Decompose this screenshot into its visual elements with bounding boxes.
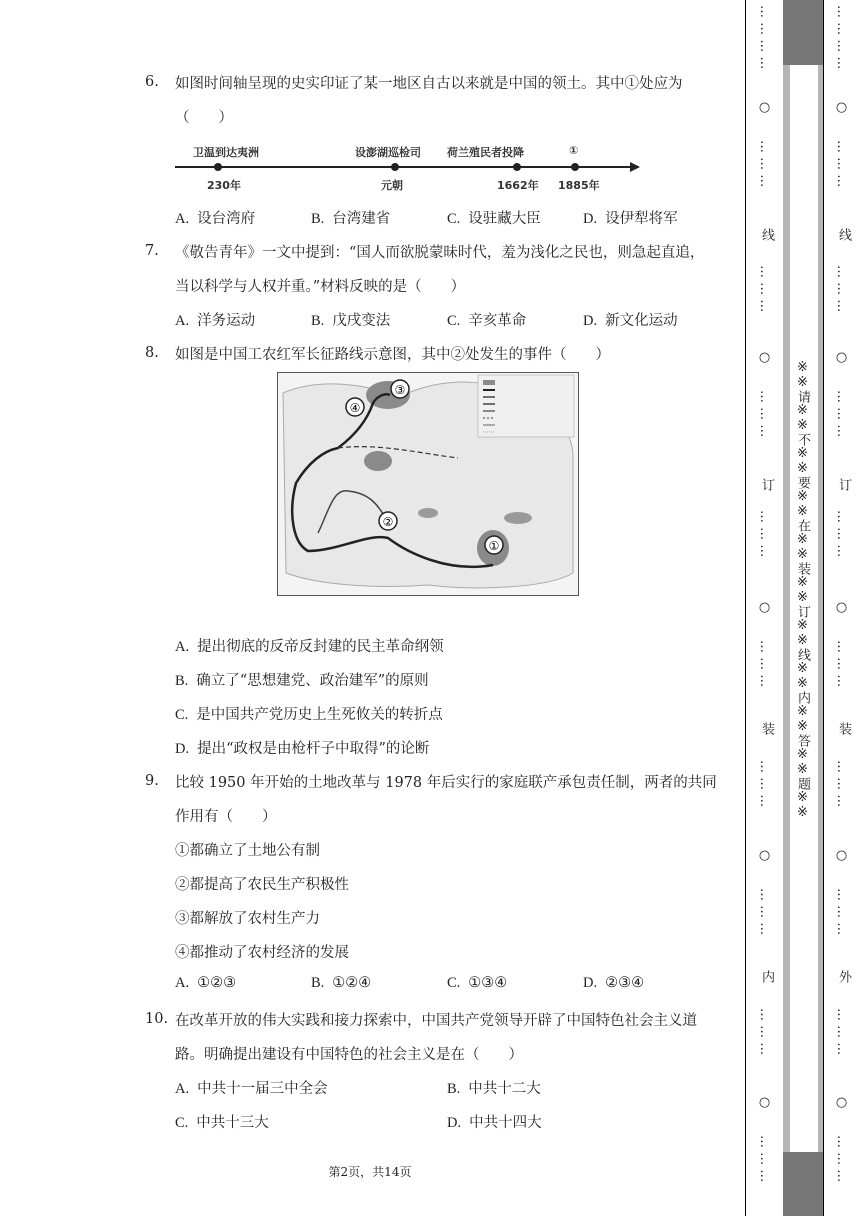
option-letter: A. xyxy=(175,211,190,227)
long-march-map xyxy=(277,372,579,596)
circle-mark: ○ xyxy=(757,1095,772,1110)
option-text: 提出“政权是由枪杆子中取得”的论断 xyxy=(197,741,430,757)
svg-text:③: ③ xyxy=(394,383,406,397)
option-c[interactable] xyxy=(175,703,443,724)
margin-label-bind: 订 xyxy=(836,478,851,491)
circle-mark: ○ xyxy=(834,1095,849,1110)
question-number: 6. xyxy=(145,74,159,90)
option-text: 辛亥革命 xyxy=(468,313,527,329)
circle-mark: ○ xyxy=(757,848,772,863)
dotted-line: … … … … xyxy=(757,5,772,70)
option-text: 确立了“思想建党、政治建军”的原则 xyxy=(196,673,429,689)
option-text: 设伊犁将军 xyxy=(605,211,678,227)
option-letter: B. xyxy=(311,975,325,991)
dotted-line: … … … xyxy=(757,760,772,808)
dotted-line: … … … xyxy=(757,140,772,188)
dotted-line: … … … xyxy=(834,888,849,936)
option-c[interactable] xyxy=(447,309,526,330)
margin-label-line: 线 xyxy=(759,228,774,241)
timeline-point xyxy=(214,163,222,171)
question-7-text: 《敬告青年》一文中提到：“国人而欲脱蒙昧时代，羞为浅化之民也，则急起直追， xyxy=(175,245,705,261)
circle-mark: ○ xyxy=(834,600,849,615)
margin-label-staple: 装 xyxy=(836,722,851,735)
question-9-text: 比较 1950 年开始的土地改革与 1978 年后实行的家庭联产承包责任制，两者的共同 xyxy=(175,775,717,791)
timeline-date: 元朝 xyxy=(381,179,403,192)
timeline-point xyxy=(571,163,579,171)
option-text: 设驻藏大臣 xyxy=(468,211,541,227)
option-letter: B. xyxy=(447,1081,461,1097)
dotted-line: … … … xyxy=(834,265,849,313)
marker-1 xyxy=(485,536,503,554)
option-text: 设台湾府 xyxy=(197,211,256,227)
binding-strip-bottom xyxy=(783,1152,823,1216)
statement-item: ②都提高了农民生产积极性 xyxy=(175,877,349,893)
circle-mark: ○ xyxy=(834,848,849,863)
option-text: 中共十三大 xyxy=(196,1115,269,1131)
option-letter: A. xyxy=(175,1081,190,1097)
option-letter: C. xyxy=(447,211,461,227)
option-letter: D. xyxy=(583,313,598,329)
option-letter: B. xyxy=(311,211,325,227)
dotted-line: … … … xyxy=(757,888,772,936)
margin-label-inside: 内 xyxy=(759,970,774,983)
option-letter: C. xyxy=(175,1115,189,1131)
timeline-figure xyxy=(175,138,645,200)
marker-4 xyxy=(346,398,364,416)
timeline-event: 卫温到达夷洲 xyxy=(193,146,259,159)
margin-label-staple: 装 xyxy=(759,722,774,735)
option-b[interactable] xyxy=(311,207,390,228)
timeline-event: 设澎湖巡检司 xyxy=(355,146,421,159)
circle-mark: ○ xyxy=(757,350,772,365)
option-a[interactable] xyxy=(175,309,255,330)
option-letter: A. xyxy=(175,975,190,991)
dotted-line: … … … xyxy=(757,265,772,313)
option-text: ①③④ xyxy=(468,975,508,991)
option-text: 中共十四大 xyxy=(469,1115,542,1131)
question-7-text: 当以科学与人权并重。”材料反映的是（ ） xyxy=(175,279,466,295)
circle-mark: ○ xyxy=(834,100,849,115)
dotted-line: … … … xyxy=(757,1008,772,1056)
dotted-line: … … … xyxy=(834,510,849,558)
option-letter: C. xyxy=(447,313,461,329)
question-6-bracket: （ ） xyxy=(175,110,233,126)
dotted-line: … … … xyxy=(757,390,772,438)
question-10-text: 在改革开放的伟大实践和接力探索中，中国共产党领导开辟了中国特色社会主义道 xyxy=(175,1013,697,1029)
option-letter: C. xyxy=(175,707,189,723)
option-a[interactable] xyxy=(175,1077,328,1098)
dotted-line: … … … xyxy=(834,1135,849,1183)
statement-item: ①都确立了土地公有制 xyxy=(175,843,320,859)
option-letter: A. xyxy=(175,313,190,329)
option-d[interactable] xyxy=(583,207,678,228)
circle-mark: ○ xyxy=(834,350,849,365)
option-letter: D. xyxy=(175,741,190,757)
question-10-text: 路。明确提出建设有中国特色的社会主义是在（ ） xyxy=(175,1047,523,1063)
margin-label-outside: 外 xyxy=(836,970,851,983)
question-9-text: 作用有（ ） xyxy=(175,809,277,825)
option-text: 戊戌变法 xyxy=(332,313,391,329)
circle-mark: ○ xyxy=(757,600,772,615)
option-d[interactable] xyxy=(447,1111,542,1132)
option-d[interactable] xyxy=(583,975,644,992)
option-letter: A. xyxy=(175,639,190,655)
question-number: 7. xyxy=(145,243,159,259)
option-letter: C. xyxy=(447,975,461,991)
timeline-date: 1662年 xyxy=(497,179,539,192)
circle-mark: ○ xyxy=(757,100,772,115)
svg-text:①: ① xyxy=(488,539,500,553)
question-number: 8. xyxy=(145,345,159,361)
binding-margin-outer xyxy=(823,0,860,1216)
base-area xyxy=(418,508,438,518)
option-b[interactable] xyxy=(311,975,371,992)
option-text: 中共十一届三中全会 xyxy=(197,1081,328,1097)
no-answer-warning: ※※请※※不※※要※※在※※装※※订※※线※※内※※答※※题※※ xyxy=(795,360,810,820)
dotted-line: … … … xyxy=(757,640,772,688)
timeline-date: 230年 xyxy=(207,179,241,192)
option-text: 新文化运动 xyxy=(605,313,678,329)
dotted-line: … … … xyxy=(834,760,849,808)
margin-label-line: 线 xyxy=(836,228,851,241)
question-number: 9. xyxy=(145,773,159,789)
map-drawing xyxy=(278,373,578,595)
question-6-text: 如图时间轴呈现的史实印证了某一地区自古以来就是中国的领土。其中①处应为 xyxy=(175,76,683,92)
timeline-event: 荷兰殖民者投降 xyxy=(447,146,524,159)
option-d[interactable] xyxy=(583,309,678,330)
dotted-line: … … … xyxy=(834,640,849,688)
marker-2 xyxy=(379,512,397,530)
svg-text:②: ② xyxy=(382,515,394,529)
binding-margin-inner xyxy=(745,0,785,1216)
option-text: 是中国共产党历史上生死攸关的转折点 xyxy=(196,707,443,723)
dotted-line: … … … … xyxy=(834,5,849,70)
option-letter: B. xyxy=(175,673,189,689)
dotted-line: … … … xyxy=(834,140,849,188)
base-area xyxy=(364,451,392,471)
margin-label-bind: 订 xyxy=(759,478,774,491)
option-a[interactable] xyxy=(175,207,255,228)
option-a[interactable] xyxy=(175,975,236,992)
question-8-text: 如图是中国工农红军长征路线示意图，其中②处发生的事件（ ） xyxy=(175,347,610,363)
option-text: 洋务运动 xyxy=(197,313,256,329)
question-number: 10. xyxy=(145,1011,169,1027)
option-letter: D. xyxy=(447,1115,462,1131)
binding-strip-top xyxy=(783,0,823,65)
option-text: ①②④ xyxy=(332,975,372,991)
timeline-date: 1885年 xyxy=(558,179,600,192)
option-c[interactable] xyxy=(447,975,507,992)
option-letter: B. xyxy=(311,313,325,329)
dotted-line: … … … xyxy=(757,510,772,558)
base-area xyxy=(504,512,532,524)
option-text: 中共十二大 xyxy=(468,1081,541,1097)
page-footer: 第2页，共14页 xyxy=(328,1165,412,1179)
option-letter: D. xyxy=(583,211,598,227)
option-d[interactable] xyxy=(175,737,429,758)
option-text: ①②③ xyxy=(197,975,237,991)
option-a[interactable] xyxy=(175,635,444,656)
dotted-line: … … … xyxy=(757,1135,772,1183)
statement-item: ③都解放了农村生产力 xyxy=(175,911,320,927)
option-text: ②③④ xyxy=(605,975,645,991)
timeline-point xyxy=(391,163,399,171)
dotted-line: … … … xyxy=(834,1008,849,1056)
svg-text:④: ④ xyxy=(349,401,361,415)
timeline-event: ① xyxy=(569,144,579,157)
option-text: 台湾建省 xyxy=(332,211,391,227)
timeline-point xyxy=(513,163,521,171)
option-b[interactable] xyxy=(175,669,429,690)
marker-3 xyxy=(391,380,409,398)
dotted-line: … … … xyxy=(834,390,849,438)
option-c[interactable] xyxy=(175,1111,269,1132)
statement-item: ④都推动了农村经济的发展 xyxy=(175,945,349,961)
option-letter: D. xyxy=(583,975,598,991)
option-c[interactable] xyxy=(447,207,541,228)
option-b[interactable] xyxy=(447,1077,541,1098)
option-b[interactable] xyxy=(311,309,390,330)
option-text: 提出彻底的反帝反封建的民主革命纲领 xyxy=(197,639,444,655)
